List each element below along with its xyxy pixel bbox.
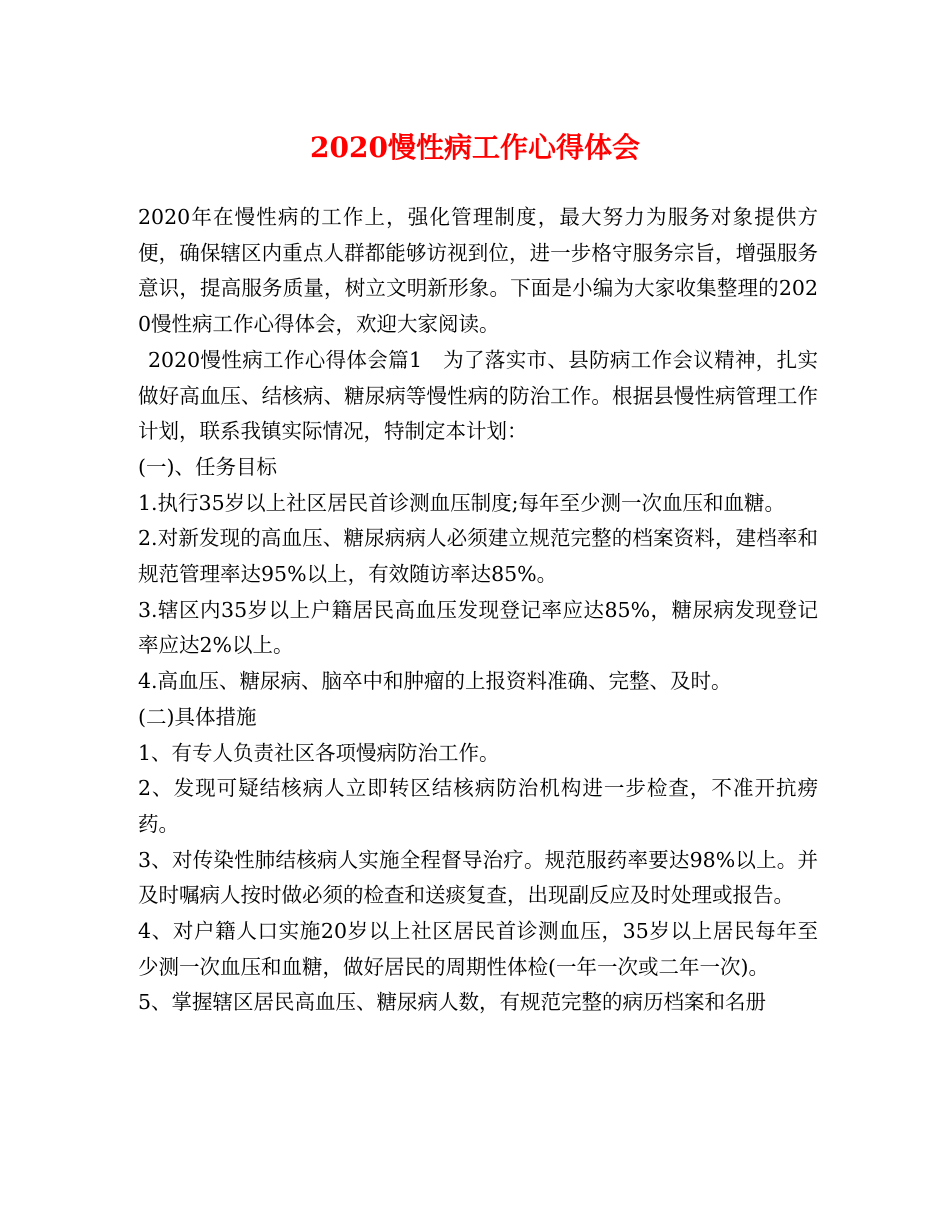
document-body: [138, 200, 818, 1021]
goal-item-4: 4.高血压、糖尿病、脑卒中和肿瘤的上报资料准确、完整、及时。: [138, 669, 732, 694]
document-title: 2020慢性病工作心得体会: [310, 131, 640, 164]
section-intro-paragraph: 2020慢性病工作心得体会篇1 为了落实市、县防病工作会议精神，扎实做好高血压、结核病、糖尿病等慢性病的防治工作。根据县慢性病管理工作计划，联系我镇实际情况，特制定本计划：: [138, 347, 818, 444]
section-heading-measures: (二)具体措施: [138, 704, 257, 729]
measure-item-3: 3、对传染性肺结核病人实施全程督导治疗。规范服药率要达98%以上。并及时嘱病人按时做必须的检查和送痰复查，出现副反应及时处理或报告。: [138, 847, 818, 908]
measure-item-2: 2、发现可疑结核病人立即转区结核病防治机构进一步检查，不准开抗痨药。: [138, 776, 818, 836]
measure-item-5: 5、掌握辖区居民高血压、糖尿病人数，有规范完整的病历档案和名册: [138, 990, 767, 1015]
goal-item-2: 2.对新发现的高血压、糖尿病病人必须建立规范完整的档案资料，建档率和规范管理率达95%以上，有效随访率达85%。: [138, 526, 818, 587]
goal-item-1: 1.执行35岁以上社区居民首诊测血压制度;每年至少测一次血压和血糖。: [138, 490, 786, 515]
section-heading-goals: (一)、任务目标: [138, 454, 277, 479]
goal-item-3: 3.辖区内35岁以上户籍居民高血压发现登记率应达85%，糖尿病发现登记率应达2%以上。: [138, 597, 818, 658]
measure-item-4: 4、对户籍人口实施20岁以上社区居民首诊测血压，35岁以上居民每年至少测一次血压和血糖，做好居民的周期性体检(一年一次或二年一次)。: [138, 919, 818, 979]
intro-paragraph: 2020年在慢性病的工作上，强化管理制度，最大努力为服务对象提供方便，确保辖区内重点人群都能够访视到位，进一步格守服务宗旨，增强服务意识，提高服务质量，树立文明新形象。下面是小编为大家收集整理的2020慢性病工作心得体会，欢迎大家阅读。: [138, 205, 818, 337]
measure-item-1: 1、有专人负责社区各项慢病防治工作。: [138, 740, 500, 765]
